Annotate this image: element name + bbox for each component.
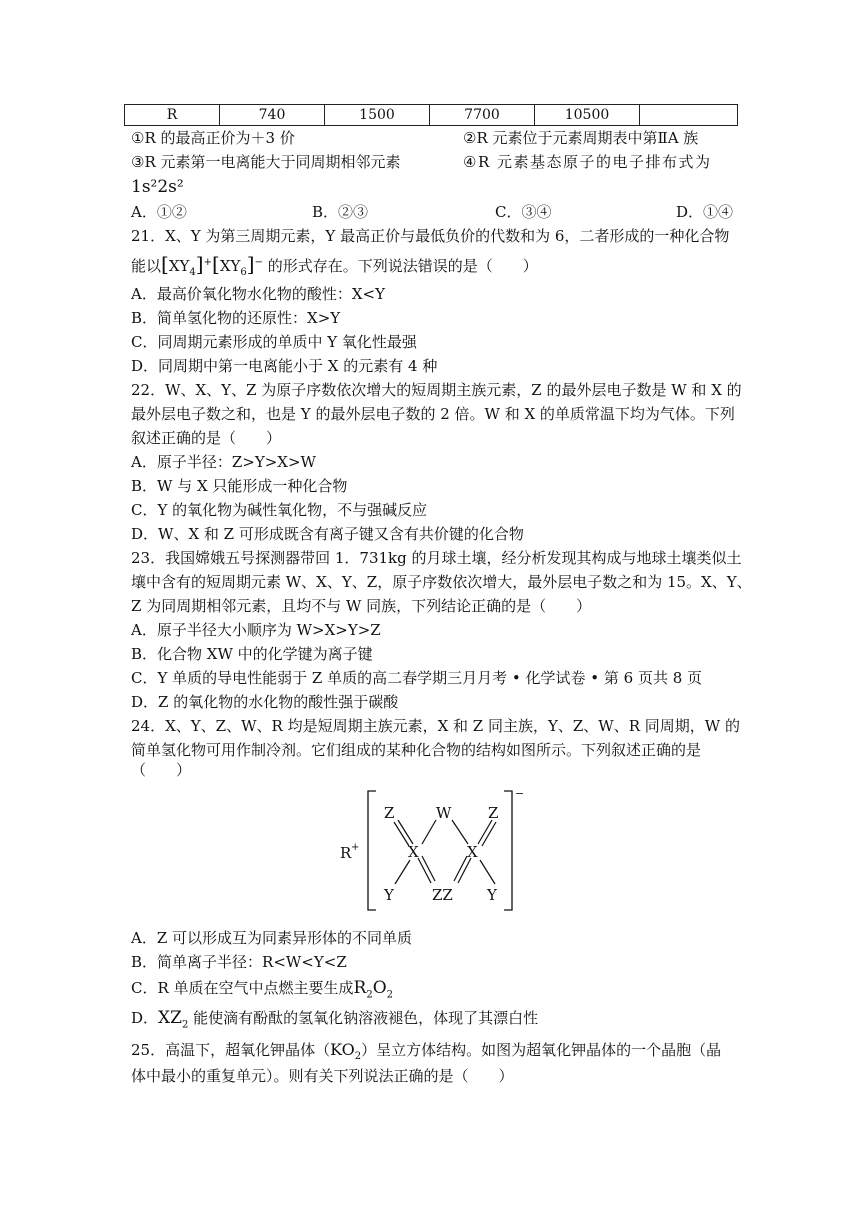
q21-option-d: D．同周期中第一电离能小于 X 的元素有 4 种	[131, 357, 438, 375]
table-cell: 740	[220, 105, 325, 126]
q21-option-c: C．同周期元素形成的单质中 Y 氧化性最强	[131, 333, 417, 351]
q23-option-a: A．原子半径大小顺序为 W>X>Y>Z	[131, 621, 381, 639]
q24-option-b: B．简单离子半径：R<W<Y<Z	[131, 953, 347, 971]
q23-option-d: D．Z 的氧化物的水化物的酸性强于碳酸	[131, 693, 399, 711]
q22-stem-line-1: 22．W、X、Y、Z 为原子序数依次增大的短周期主族元素，Z 的最外层电子数是 W 和 X 的	[131, 381, 742, 399]
q25-stem-line-1: 25．高温下，超氧化钾晶体$(KO_2)$呈立方体结构。如图为超氧化钾晶体的一个晶胞（晶	[131, 1040, 722, 1063]
cation-charge: +	[351, 842, 360, 853]
atom-label: Y	[384, 886, 394, 904]
q25-stem-pre: 25．高温下，超氧化钾晶体（	[131, 1041, 331, 1059]
q24-option-c: C．R 单质在空气中点燃主要生成$R_2O_2$	[131, 978, 394, 1001]
q23-stem-line-3: Z 为同周期相邻元素，且均不与 W 同族，下列结论正确的是（ ）	[131, 597, 592, 615]
q24-stem-line-3: （ ）	[131, 761, 192, 779]
q21-option-a: A．最高价氧化物水化物的酸性：X<Y	[131, 285, 385, 303]
ionization-energy-table	[124, 104, 738, 126]
atom-label: X	[408, 843, 419, 861]
q23-stem-line-1: 23．我国嫦娥五号探测器带回 1．731kg 的月球土壤，经分析发现其构成与地球土壤类似土	[131, 549, 742, 567]
q24-option-d: D．$XZ_2$ 能使滴有酚酞的氢氧化钠溶液褪色，体现了其漂白性	[131, 1008, 539, 1031]
table-cell: 7700	[430, 105, 535, 126]
cation-label: R	[340, 844, 352, 862]
q20-statement-2: ②R 元素位于元素周期表中第ⅡA 族	[463, 129, 699, 147]
anion-charge: −	[515, 788, 525, 800]
q21-stem-line-2: 能以$[XY_4]^+[XY_6]^-$ 的形式存在。下列说法错误的是（ ）	[131, 252, 538, 278]
q24-option-c-text: C．R 单质在空气中点燃主要生成	[131, 979, 354, 997]
q21-stem-pre: 能以	[131, 257, 162, 275]
q20-statement-3: ③R 元素第一电离能大于同周期相邻元素	[131, 153, 401, 171]
atom-label: X	[467, 843, 478, 861]
q20-option-b: B．②③	[312, 203, 369, 221]
q22-stem-line-3: 叙述正确的是（ ）	[131, 429, 282, 447]
table-cell: 10500	[535, 105, 640, 126]
atom-label: Z	[384, 804, 395, 822]
atom-label: Y	[487, 886, 497, 904]
q22-stem-line-2: 最外层电子数之和，也是 Y 的最外层电子数的 2 倍。W 和 X 的单质常温下均为气体。下列	[131, 405, 735, 423]
q23-option-c: C．Y 单质的导电性能弱于 Z 单质的高二春学期三月月考 • 化学试卷 • 第 6 页共 8 页	[131, 669, 703, 687]
table-row	[125, 105, 738, 126]
table-cell: 1500	[325, 105, 430, 126]
q22-option-a: A．原子半径：Z>Y>X>W	[131, 453, 316, 471]
q21-stem-line-1: 21．X、Y 为第三周期元素，Y 最高正价与最低负价的代数和为 6，二者形成的一种化合物	[131, 227, 730, 245]
q21-option-b: B．简单氢化物的还原性：X>Y	[131, 309, 341, 327]
compound-structure-diagram	[330, 788, 530, 914]
q23-stem-line-2: 壤中含有的短周期元素 W、X、Y、Z，原子序数依次增大，最外层电子数之和为 15。X、Y、	[131, 573, 752, 591]
q22-option-d: D．W、X 和 Z 可形成既含有离子键又含有共价键的化合物	[131, 525, 524, 543]
q22-option-c: C．Y 的氧化物为碱性氧化物，不与强碱反应	[131, 501, 428, 519]
atom-label: Z	[488, 804, 499, 822]
q22-option-b: B．W 与 X 只能形成一种化合物	[131, 477, 348, 495]
q20-statement-1: ①R 的最高正价为＋3 价	[131, 129, 295, 147]
q25-stem-line-2: 体中最小的重复单元）。则有关下列说法正确的是（ ）	[131, 1067, 514, 1085]
q24-stem-line-2: 简单氢化物可用作制冷剂。它们组成的某种化合物的结构如图所示。下列叙述正确的是	[131, 741, 702, 759]
q20-option-c: C．③④	[495, 203, 552, 221]
q24-option-a: A．Z 可以形成互为同素异形体的不同单质	[131, 929, 413, 947]
q23-option-b: B．化合物 XW 中的化学键为离子键	[131, 645, 373, 663]
q24-option-d-text: 能使滴有酚酞的氢氧化钠溶液褪色，体现了其漂白性	[193, 1009, 539, 1027]
atom-label: W	[436, 804, 452, 822]
q25-stem-post: ）呈立方体结构。如图为超氧化钾晶体的一个晶胞（晶	[361, 1041, 722, 1059]
table-cell	[640, 105, 738, 126]
q20-option-a: A．①②	[131, 203, 187, 221]
q20-statement-4: ④R 元素基态原子的电子排布式为	[463, 153, 712, 171]
q20-electron-config: 1s²2s²	[131, 177, 184, 197]
q24-stem-line-1: 24．X、Y、Z、W、R 均是短周期主族元素，X 和 Z 同主族，Y、Z、W、R 同周期，W 的	[131, 717, 740, 735]
q20-option-d: D．①④	[676, 203, 734, 221]
table-cell: R	[125, 105, 220, 126]
q21-stem-post: 的形式存在。下列说法错误的是（ ）	[267, 257, 538, 275]
atom-label: ZZ	[432, 886, 453, 904]
